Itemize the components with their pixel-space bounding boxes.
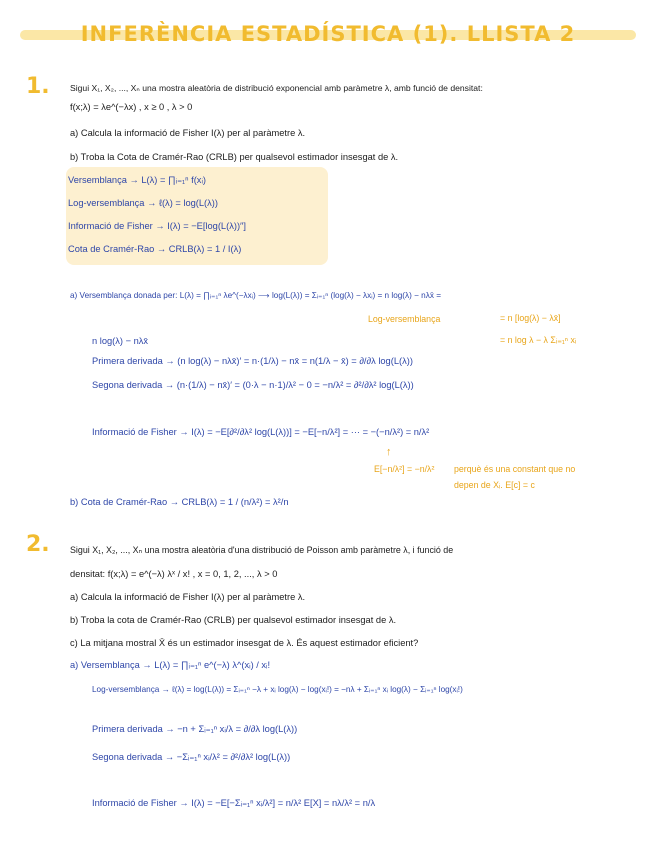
ex2-sol-a-likelihood: a) Versemblança → L(λ) = ∏ᵢ₌₁ⁿ e^(−λ) λ^(xᵢ) / xᵢ!	[70, 660, 271, 670]
ex2-fisher-information: Informació de Fisher → I(λ) = −E[−Σᵢ₌₁ⁿ xᵢ/λ²] = n/λ² E[X] = nλ/λ² = n/λ	[92, 798, 376, 808]
ex2-question-c: c) La mitjana mostral X̄ és un estimador insesgat de λ. És aquest estimador eficient?	[70, 638, 419, 648]
ex1-second-derivative: Segona derivada → (n·(1/λ) − nx̄)′ = (0·λ − n·1)/λ² − 0 = −n/λ² = ∂²/∂λ² log(L(λ))	[92, 380, 414, 390]
ex1-log-likelihood-label: Log-versemblança	[368, 314, 441, 324]
ex1-question-b: b) Troba la Cota de Cramér-Rao (CRLB) per qualsevol estimador insesgat de λ.	[70, 152, 399, 162]
ex1-note-text-line1: perquè és una constant que no	[454, 464, 576, 474]
exercise-2-number: 2.	[26, 532, 50, 557]
ex1-note-text-line2: depen de Xᵢ. E[c] = c	[454, 480, 535, 490]
box-log-likelihood: Log-versemblança → ℓ(λ) = log(L(λ))	[68, 198, 218, 208]
page-title: INFERÈNCIA ESTADÍSTICA (1). LLISTA 2	[80, 22, 576, 46]
ex1-statement-line1: Sigui X₁, X₂, ..., Xₙ una mostra aleatòria de distribució exponencial amb paràmetre λ, amb funció de densitat:	[70, 83, 483, 93]
ex2-sol-a-log-likelihood: Log-versemblança → ℓ(λ) = log(L(λ)) = Σᵢ₌₁ⁿ −λ + xᵢ log(λ) − log(xᵢ!) = −nλ + Σᵢ₌₁ⁿ xᵢ log(λ) − Σᵢ₌₁ⁿ log(xᵢ!)	[92, 685, 463, 694]
ex2-second-derivative: Segona derivada → −Σᵢ₌₁ⁿ xᵢ/λ² = ∂²/∂λ² log(L(λ))	[92, 752, 291, 762]
ex2-question-b: b) Troba la cota de Cramér-Rao (CRLB) per qualsevol estimador insesgat de λ.	[70, 615, 397, 625]
ex1-result-line2: = n log λ − λ Σᵢ₌₁ⁿ xᵢ	[500, 335, 577, 345]
box-fisher-information: Informació de Fisher → I(λ) = −E[log(L(λ))″]	[68, 221, 246, 231]
ex1-expectation-note: E[−n/λ²] = −n/λ²	[374, 464, 435, 474]
ex1-result-line1: = n [log(λ) − λx̄]	[500, 313, 561, 323]
ex2-question-a: a) Calcula la informació de Fisher I(λ) per al paràmetre λ.	[70, 592, 306, 602]
ex2-first-derivative: Primera derivada → −n + Σᵢ₌₁ⁿ xᵢ/λ = ∂/∂λ log(L(λ))	[92, 724, 298, 734]
ex1-statement-line2: f(x;λ) = λe^(−λx) , x ≥ 0 , λ > 0	[70, 102, 193, 112]
box-likelihood: Versemblança → L(λ) = ∏ᵢ₌₁ⁿ f(xᵢ)	[68, 175, 207, 185]
ex2-statement-line1: Sigui X₁, X₂, ..., Xₙ una mostra aleatòria d'una distribució de Poisson amb paràmetre λ, i funció de	[70, 545, 454, 555]
note-arrow-icon: ↑	[386, 446, 392, 458]
ex1-sol-a-line1: a) Versemblança donada per: L(λ) = ∏ᵢ₌₁ⁿ λe^(−λxᵢ) ⟶ log(L(λ)) = Σᵢ₌₁ⁿ (log(λ) − λxᵢ) = n log(λ) − nλx̄ =	[70, 291, 441, 300]
exercise-1-number: 1.	[26, 74, 50, 99]
box-cramer-rao: Cota de Cramér-Rao → CRLB(λ) = 1 / I(λ)	[68, 244, 242, 254]
ex2-statement-line2: densitat: f(x;λ) = e^(−λ) λˣ / x! , x = 0, 1, 2, ..., λ > 0	[70, 569, 278, 579]
ex1-sol-b-cramer-rao: b) Cota de Cramér-Rao → CRLB(λ) = 1 / (n/λ²) = λ²/n	[70, 497, 289, 507]
ex1-sol-a-line2: n log(λ) − nλx̄	[92, 336, 149, 346]
ex1-question-a: a) Calcula la informació de Fisher I(λ) per al paràmetre λ.	[70, 128, 306, 138]
ex1-fisher-information: Informació de Fisher → I(λ) = −E[∂²/∂λ² log(L(λ))] = −E[−n/λ²] = ··· = −(−n/λ²) = n/λ²	[92, 427, 430, 437]
ex1-first-derivative: Primera derivada → (n log(λ) − nλx̄)′ = n·(1/λ) − nx̄ = n(1/λ − x̄) = ∂/∂λ log(L(λ))	[92, 356, 413, 366]
